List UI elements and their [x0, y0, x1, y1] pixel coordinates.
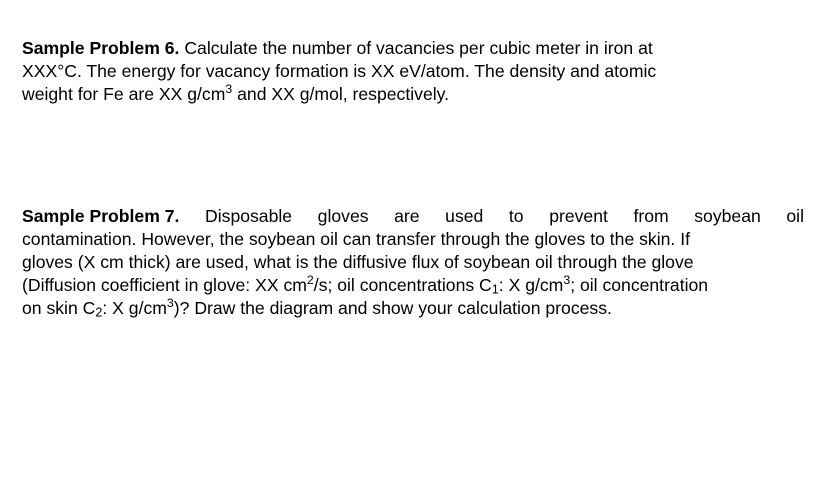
problem-7-text-4c: : X g/cm [498, 275, 564, 295]
subscript-2: 2 [95, 305, 103, 320]
problem-6-line-3 [22, 83, 782, 106]
problem-7-word: are [394, 206, 420, 226]
problem-7-word: soybean [694, 206, 761, 226]
problem-7-text-5c: )? Draw the diagram and show your calculation process. [173, 298, 612, 318]
problem-6-text-1: Calculate the number of vacancies per cubic meter in iron at [184, 38, 653, 58]
problem-7-text-5a: on skin C [22, 298, 96, 318]
problem-7-word: used [445, 206, 484, 226]
sample-problem-6 [22, 37, 782, 106]
problem-7-text-4b: /s; oil concentrations C [313, 275, 492, 295]
problem-6-text-3a: weight for Fe are XX g/cm [22, 84, 226, 104]
problem-7-word: Disposable [205, 206, 293, 226]
problem-7-word: to [508, 206, 524, 226]
problem-7-line-4 [22, 274, 804, 297]
problem-7-text-4d: ; oil concentration [570, 275, 709, 295]
problem-7-word: oil [786, 206, 804, 226]
problem-7-line-1 [22, 205, 804, 228]
problem-7-line-3: gloves (X cm thick) are used, what is the diffusive flux of soybean oil through the glove [22, 252, 694, 272]
subscript-1: 1 [491, 282, 499, 297]
problem-7-line-5 [22, 297, 804, 320]
problem-7-line-2: contamination. However, the soybean oil can transfer through the gloves to the skin. If [22, 229, 690, 249]
problem-6-text-3b: and XX g/mol, respectively. [232, 84, 450, 104]
sample-problem-7 [22, 205, 804, 320]
problem-7-text-5b: : X g/cm [102, 298, 167, 318]
problem-7-text-4a: (Diffusion coefficient in glove: XX cm [22, 275, 307, 295]
superscript-2: 2 [306, 273, 314, 288]
problem-6-line-2: XXX°C. The energy for vacancy formation is XX eV/atom. The density and atomic [22, 61, 657, 81]
problem-7-label: Sample Problem 7. [22, 206, 180, 226]
superscript-3: 3 [225, 82, 233, 97]
problem-6-label: Sample Problem 6. [22, 38, 180, 58]
problem-6-line-1 [22, 37, 782, 60]
superscript-3: 3 [563, 273, 571, 288]
superscript-3: 3 [166, 296, 174, 311]
problem-7-word: from [633, 206, 669, 226]
problem-7-word: prevent [549, 206, 608, 226]
problem-7-word: gloves [317, 206, 369, 226]
